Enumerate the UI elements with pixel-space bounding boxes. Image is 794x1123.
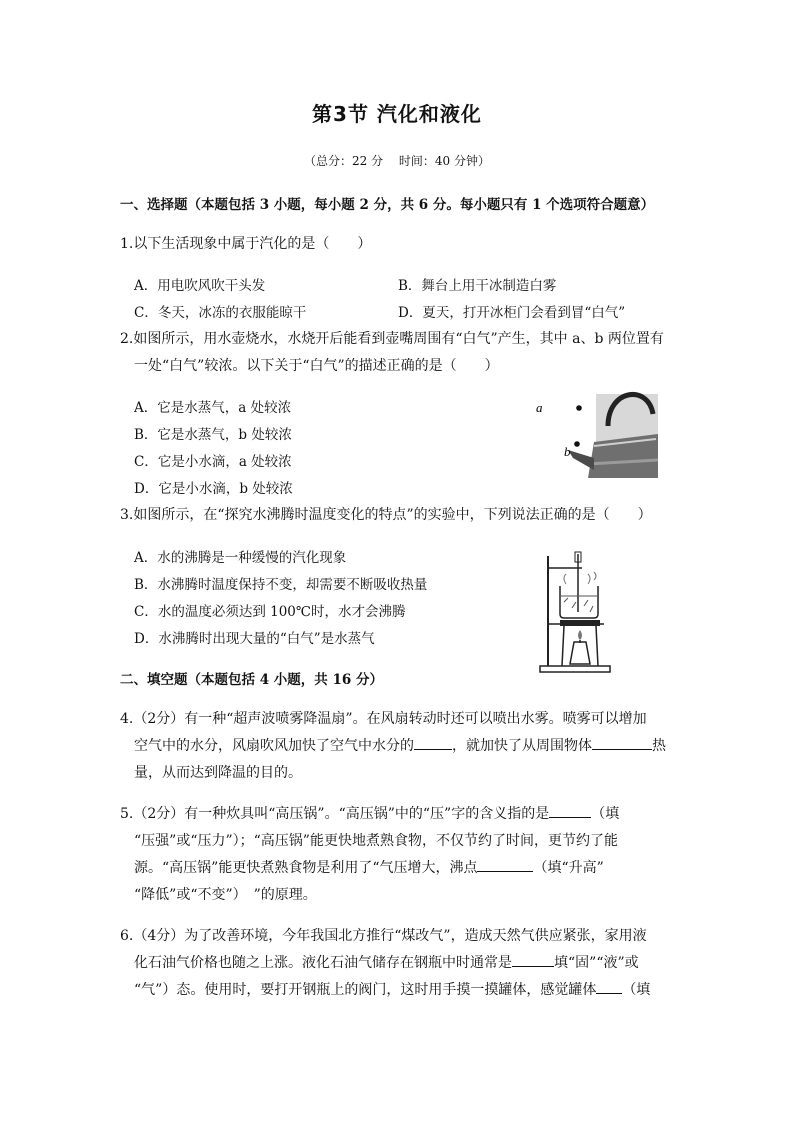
exam-meta: （总分：22 分 时间：40 分钟） bbox=[304, 154, 490, 168]
question-6-line-3 bbox=[134, 979, 650, 999]
point-a-dot bbox=[576, 405, 582, 411]
question-6-line-3-part-2: （填 bbox=[622, 982, 651, 998]
section-choice-heading: 一、选择题（本题包括 3 小题，每小题 2 分，共 6 分。每小题只有 1 个选项符合题意） bbox=[120, 197, 655, 213]
question-6-line-2-part-1: 化石油气价格也随之上涨。液化石油气储存在钢瓶中时通常是 bbox=[134, 955, 512, 971]
question-6-line-1: 6.（4分）为了改善环境，今年我国北方推行“煤改气”，造成天然气供应紧张，家用液 bbox=[120, 928, 647, 944]
question-5-line-3-part-1: 源。“高压锅”能更快煮熟食物是利用了“气压增大，沸点 bbox=[134, 860, 478, 876]
question-6-line-3-part-1: “气”）态。使用时，要打开钢瓶上的阀门，这时用手摸一摸罐体，感觉罐体 bbox=[134, 982, 597, 998]
question-1-option-b[interactable]: B．舞台上用干冰制造白雾 bbox=[398, 278, 557, 294]
question-4-line-2-part-2: ，就加快了从周围物体 bbox=[452, 738, 592, 754]
question-4-line-1: 4.（2分）有一种“超声波喷雾降温扇”。在风扇转动时还可以喷出水雾。喷雾可以增加 bbox=[120, 711, 647, 727]
question-2-option-c[interactable]: C．它是小水滴，a 处较浓 bbox=[134, 454, 292, 470]
question-1-option-c[interactable]: C．冬天，冰冻的衣服能晾干 bbox=[134, 305, 307, 321]
question-3-option-b[interactable]: B．水沸腾时温度保持不变，却需要不断吸收热量 bbox=[134, 577, 428, 593]
question-4-blank-1[interactable] bbox=[414, 735, 452, 750]
question-2-option-a[interactable]: A．它是水蒸气，a 处较浓 bbox=[134, 400, 292, 416]
question-6-line-2 bbox=[134, 952, 639, 972]
question-3-option-d[interactable]: D．水沸腾时出现大量的“白气”是水蒸气 bbox=[134, 631, 375, 647]
section-fill-heading: 二、填空题（本题包括 4 小题，共 16 分） bbox=[120, 672, 383, 688]
question-5-line-1-part-1: 5.（2分）有一种炊具叫“高压锅”。“高压锅”中的“压”字的含义指的是 bbox=[120, 806, 550, 822]
question-6-blank-2[interactable] bbox=[596, 979, 622, 994]
question-4-line-2 bbox=[134, 735, 666, 755]
point-b-dot bbox=[574, 441, 580, 447]
question-3-stem: 3.如图所示，在“探究水沸腾时温度变化的特点”的实验中，下列说法正确的是（ ） bbox=[120, 507, 652, 523]
question-2-option-d[interactable]: D．它是小水滴，b 处较浓 bbox=[134, 481, 293, 497]
question-2-stem-line-2: 一处“白气”较浓。以下关于“白气”的描述正确的是（ ） bbox=[134, 358, 499, 374]
question-1-option-a[interactable]: A．用电吹风吹干头发 bbox=[134, 278, 266, 294]
question-4-blank-2[interactable] bbox=[592, 735, 652, 750]
point-b-label: b bbox=[564, 444, 571, 459]
question-3-option-c[interactable]: C．水的温度必须达到 100℃时，水才会沸腾 bbox=[134, 604, 406, 620]
page-title: 第3节 汽化和液化 bbox=[312, 102, 482, 126]
question-4-line-2-part-1: 空气中的水分，风扇吹风加快了空气中水分的 bbox=[134, 738, 414, 754]
question-1-stem: 1.以下生活现象中属于汽化的是（ ） bbox=[120, 236, 372, 252]
question-2-stem-line-1: 2.如图所示，用水壶烧水，水烧开后能看到壶嘴周围有“白气”产生，其中 a、b 两位置有 bbox=[120, 331, 664, 347]
question-5-line-4: “降低”或“不变”） ”的原理。 bbox=[134, 887, 317, 903]
question-3-option-a[interactable]: A．水的沸腾是一种缓慢的汽化现象 bbox=[134, 550, 347, 566]
question-6-blank-1[interactable] bbox=[512, 952, 554, 967]
question-5-line-1 bbox=[120, 803, 619, 823]
question-4-line-3: 量，从而达到降温的目的。 bbox=[134, 765, 302, 781]
question-5-line-3 bbox=[134, 857, 604, 877]
question-5-blank-1[interactable] bbox=[549, 803, 591, 818]
question-2-option-b[interactable]: B．它是水蒸气，b 处较浓 bbox=[134, 427, 292, 443]
question-5-line-1-part-2: （填 bbox=[591, 806, 620, 822]
boiling-apparatus-figure bbox=[538, 550, 614, 675]
question-4-line-2-part-3: 热 bbox=[652, 738, 666, 754]
question-6-line-2-part-2: 填“固”“液”或 bbox=[554, 955, 639, 971]
question-5-line-2: “压强”或“压力”）；“高压锅”能更快地煮熟食物，不仅节约了时间，更节约了能 bbox=[134, 833, 618, 849]
kettle-figure bbox=[528, 384, 658, 478]
question-5-blank-2[interactable] bbox=[477, 857, 533, 872]
question-1-option-d[interactable]: D．夏天，打开冰柜门会看到冒“白气” bbox=[398, 305, 626, 321]
question-5-line-3-part-2: （填“升高” bbox=[533, 860, 604, 876]
point-a-label: a bbox=[536, 400, 543, 415]
